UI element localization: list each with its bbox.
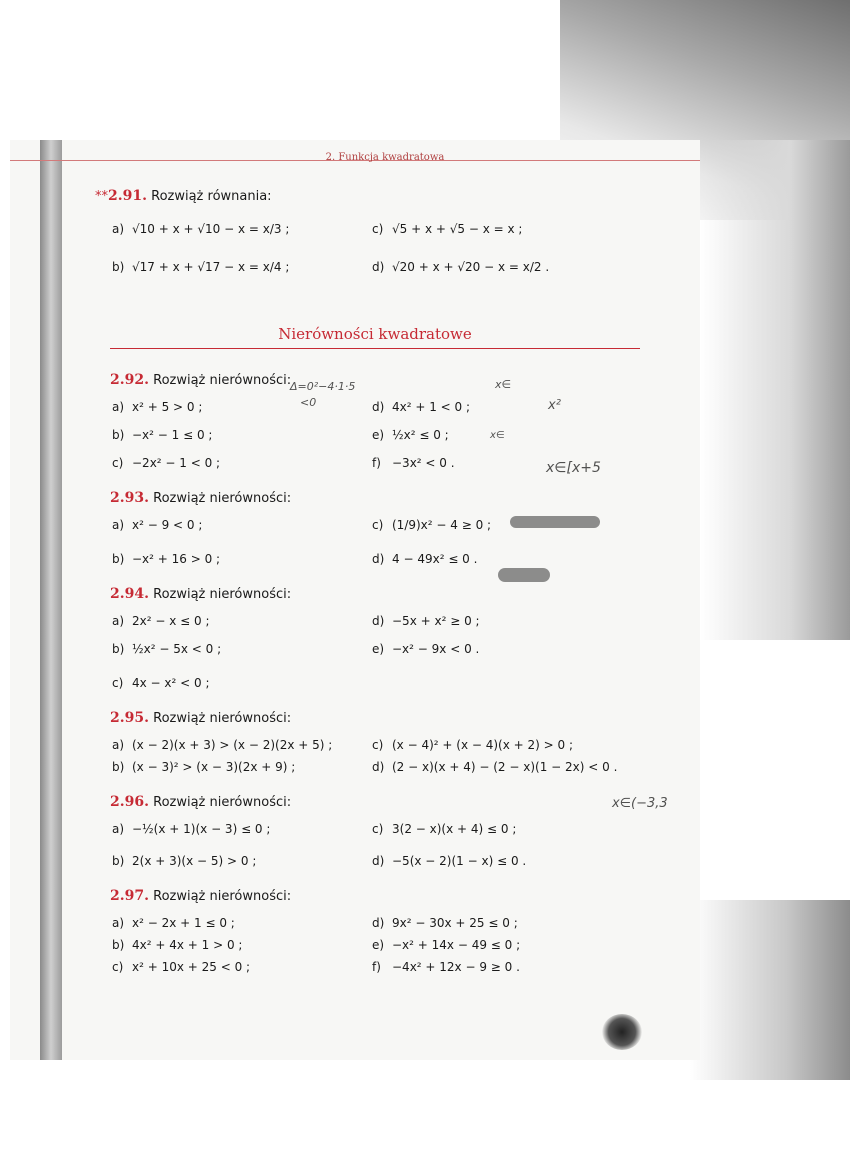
problem-item: d) 4 − 49x² ≤ 0 . <box>372 552 478 566</box>
problem-number: 2.94. <box>110 586 149 602</box>
problem-item: c) x² + 10x + 25 < 0 ; <box>112 960 251 974</box>
problem-item: e) −x² − 9x < 0 . <box>372 642 480 656</box>
problem-item: b) 4x² + 4x + 1 > 0 ; <box>112 938 243 952</box>
handwritten-note: <0 <box>300 396 317 409</box>
problem-2-92-heading <box>110 372 291 388</box>
problem-item: d) 9x² − 30x + 25 ≤ 0 ; <box>372 916 518 930</box>
problem-number: 2.92. <box>110 372 149 388</box>
problem-item: a) √10 + x + √10 − x = x/3 ; <box>112 222 290 236</box>
difficulty-stars: ** <box>95 189 108 204</box>
problem-item: c) (x − 4)² + (x − 4)(x + 2) > 0 ; <box>372 738 574 752</box>
problem-number: 2.97. <box>110 888 149 904</box>
problem-item: a) 2x² − x ≤ 0 ; <box>112 614 210 628</box>
problem-item: b) −x² − 1 ≤ 0 ; <box>112 428 213 442</box>
problem-item: b) 2(x + 3)(x − 5) > 0 ; <box>112 854 257 868</box>
problem-item: b) √17 + x + √17 − x = x/4 ; <box>112 260 290 274</box>
handwritten-note: x∈[x+5 <box>546 460 601 476</box>
problem-item: d) 4x² + 1 < 0 ; <box>372 400 471 414</box>
problem-item: e) −x² + 14x − 49 ≤ 0 ; <box>372 938 521 952</box>
crossed-out-scribble <box>498 568 550 582</box>
problem-instruction: Rozwiąż nierówności: <box>153 587 292 602</box>
section-rule <box>110 348 640 349</box>
problem-item: a) x² − 2x + 1 ≤ 0 ; <box>112 916 235 930</box>
problem-item: d) (2 − x)(x + 4) − (2 − x)(1 − 2x) < 0 . <box>372 760 618 774</box>
scan-shadow-right <box>700 140 850 640</box>
handwritten-note: x∈ <box>495 378 512 391</box>
problem-2-97-heading <box>110 888 291 904</box>
problem-item: b) ½x² − 5x < 0 ; <box>112 642 222 656</box>
problem-item: c) −2x² − 1 < 0 ; <box>112 456 221 470</box>
handwritten-note: x² <box>548 398 561 413</box>
problem-number: 2.96. <box>110 794 149 810</box>
crossed-out-scribble <box>510 516 600 528</box>
problem-2-91-heading <box>95 188 272 204</box>
problem-item: c) (1/9)x² − 4 ≥ 0 ; <box>372 518 492 532</box>
book-binding <box>40 140 62 1060</box>
problem-item: a) (x − 2)(x + 3) > (x − 2)(2x + 5) ; <box>112 738 333 752</box>
problem-2-94-heading <box>110 586 291 602</box>
problem-item: e) ½x² ≤ 0 ; <box>372 428 449 442</box>
problem-number: 2.93. <box>110 490 149 506</box>
handwritten-note: Δ=0²−4·1·5 <box>290 380 356 393</box>
page-number-smudge <box>602 1014 642 1050</box>
problem-item: b) (x − 3)² > (x − 3)(2x + 9) ; <box>112 760 296 774</box>
problem-2-96-heading <box>110 794 291 810</box>
running-head: 2. Funkcja kwadratowa <box>325 152 445 163</box>
handwritten-note: x∈ <box>490 430 505 441</box>
problem-item: a) x² + 5 > 0 ; <box>112 400 203 414</box>
problem-item: b) −x² + 16 > 0 ; <box>112 552 221 566</box>
problem-item: d) −5x + x² ≥ 0 ; <box>372 614 480 628</box>
problem-item: c) √5 + x + √5 − x = x ; <box>372 222 523 236</box>
problem-item: f) −4x² + 12x − 9 ≥ 0 . <box>372 960 520 974</box>
problem-2-95-heading <box>110 710 291 726</box>
problem-item: c) 3(2 − x)(x + 4) ≤ 0 ; <box>372 822 517 836</box>
problem-item: a) x² − 9 < 0 ; <box>112 518 203 532</box>
problem-2-93-heading <box>110 490 291 506</box>
problem-number: 2.95. <box>110 710 149 726</box>
problem-instruction: Rozwiąż nierówności: <box>153 711 292 726</box>
scan-shadow-bottom <box>690 900 850 1080</box>
problem-instruction: Rozwiąż równania: <box>151 189 272 204</box>
problem-item: a) −½(x + 1)(x − 3) ≤ 0 ; <box>112 822 271 836</box>
problem-item: d) −5(x − 2)(1 − x) ≤ 0 . <box>372 854 527 868</box>
problem-instruction: Rozwiąż nierówności: <box>153 373 292 388</box>
handwritten-note: x∈(−3,3 <box>612 796 668 811</box>
problem-number: 2.91. <box>108 188 147 204</box>
problem-instruction: Rozwiąż nierówności: <box>153 795 292 810</box>
problem-item: f) −3x² < 0 . <box>372 456 455 470</box>
problem-instruction: Rozwiąż nierówności: <box>153 889 292 904</box>
section-title: Nierówności kwadratowe <box>278 325 472 343</box>
problem-item: d) √20 + x + √20 − x = x/2 . <box>372 260 550 274</box>
problem-item: c) 4x − x² < 0 ; <box>112 676 210 690</box>
problem-instruction: Rozwiąż nierówności: <box>153 491 292 506</box>
